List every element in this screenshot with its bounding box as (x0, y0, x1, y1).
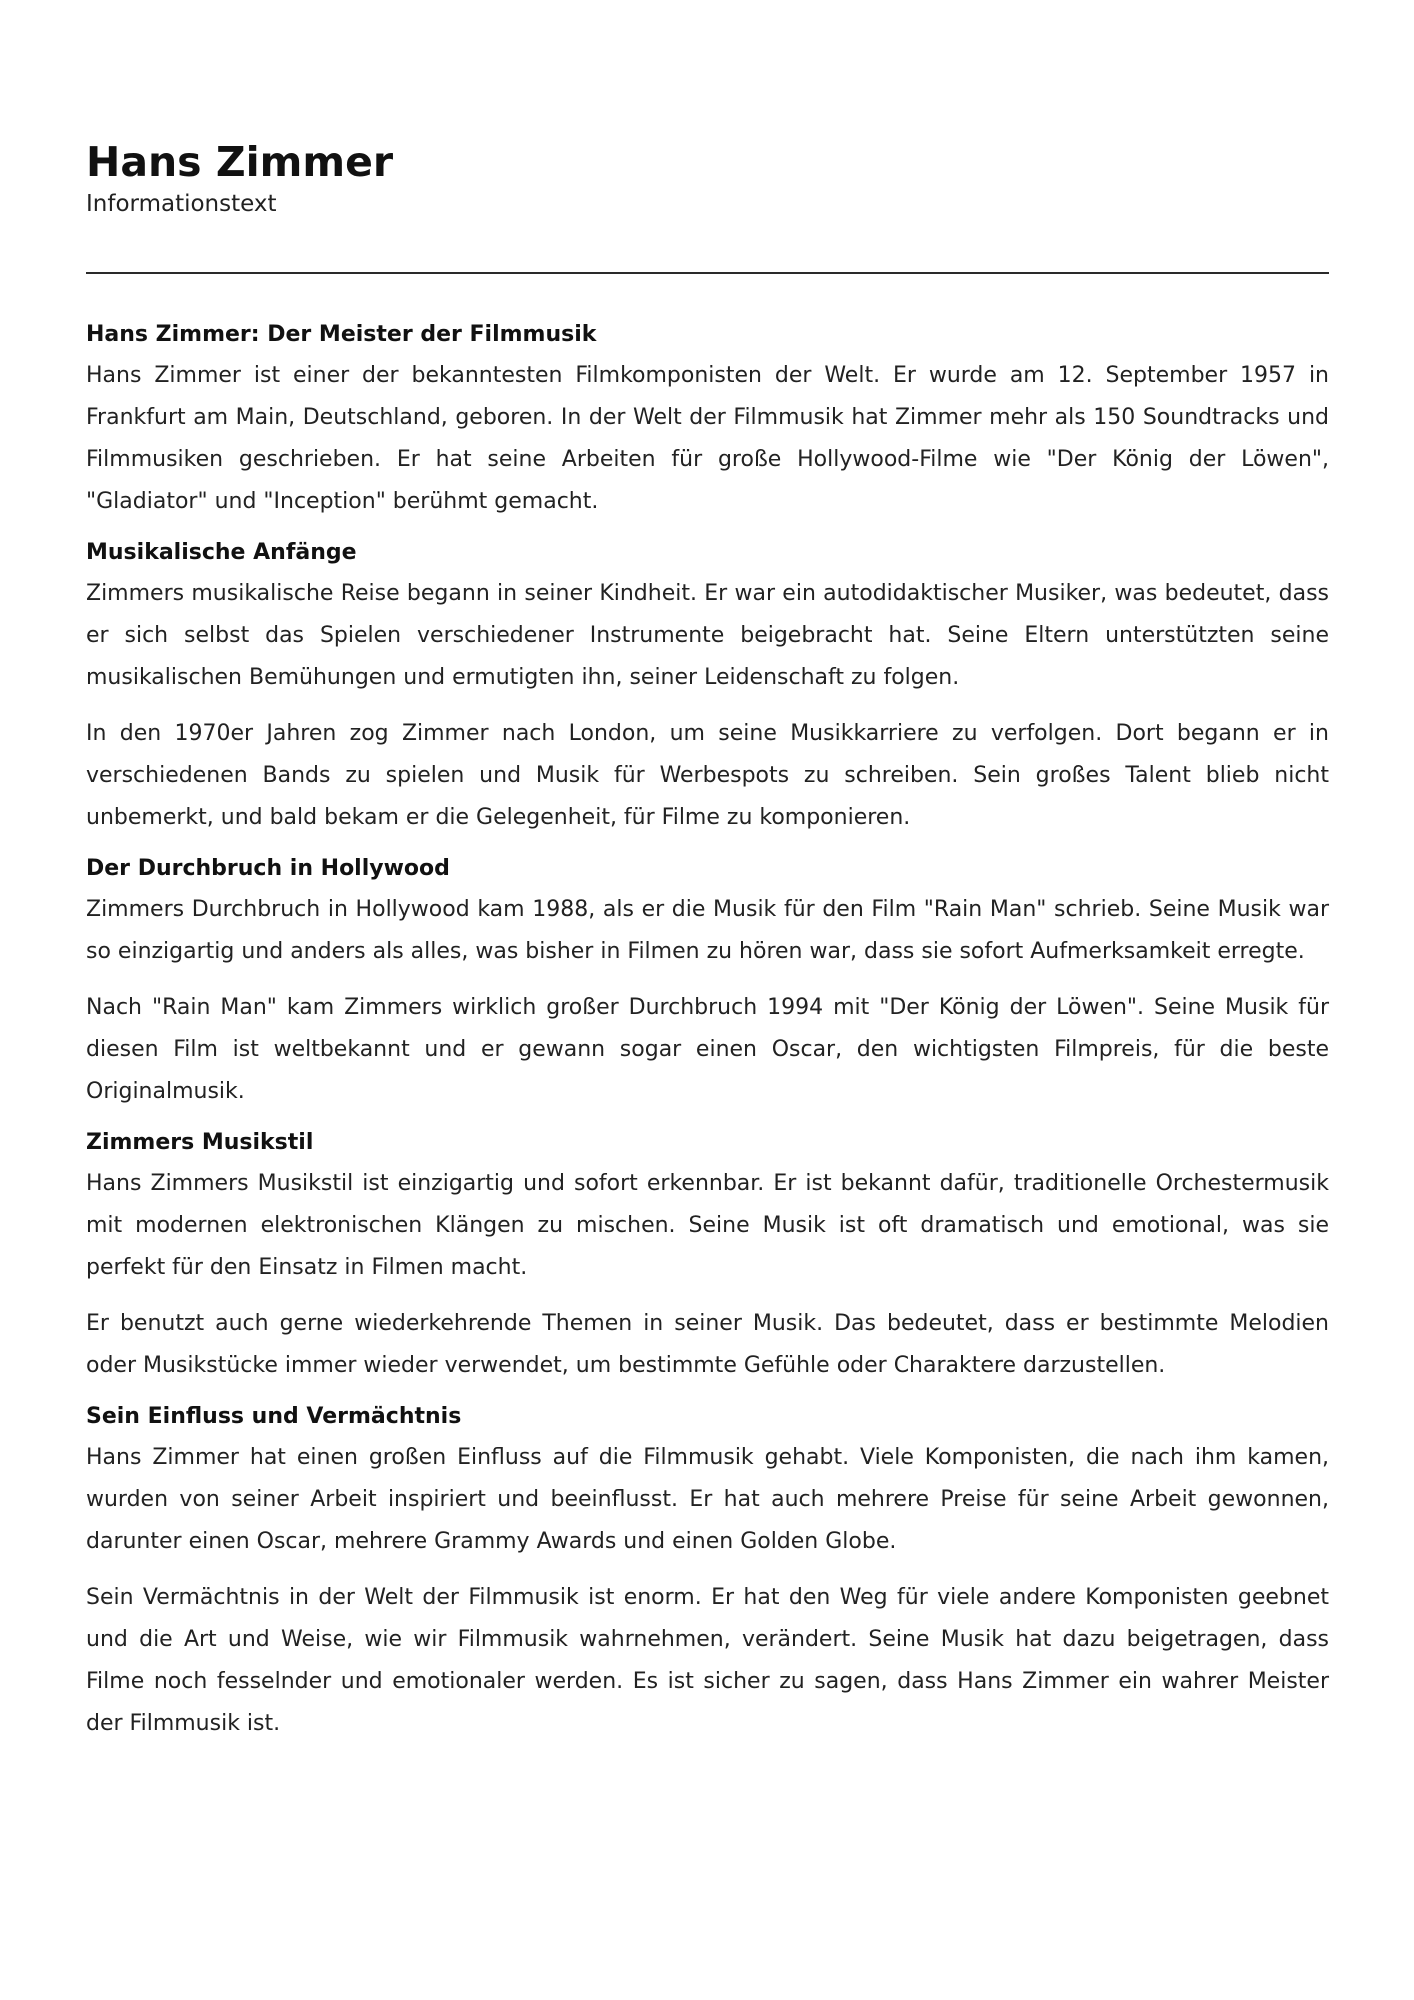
section-paragraph: Hans Zimmer hat einen großen Einfluss auf die Filmmusik gehabt. Viele Komponisten, die nach ihm kamen, wurden von seiner Arbeit inspiriert und beeinflusst. Er hat auch mehrere Preise für seine Arbeit gewonnen, darunter einen Oscar, mehrere Grammy Awards und einen Golden Globe. (86, 1445, 1329, 1554)
section-heading: Sein Einfluss und Vermächtnis (86, 1404, 462, 1429)
section-paragraph: Hans Zimmers Musikstil ist einzigartig und sofort erkennbar. Er ist bekannt dafür, traditionelle Orchestermusik mit modernen elektronischen Klängen zu mischen. Seine Musik ist oft dramatisch und emotional, was sie perfekt für den Einsatz in Filmen macht. (86, 1171, 1329, 1280)
section-paragraph: Nach "Rain Man" kam Zimmers wirklich großer Durchbruch 1994 mit "Der König der Löwen". Seine Musik für diesen Film ist weltbekannt und er gewann sogar einen Oscar, den wichtigsten Filmpreis, für die beste Originalmusik. (86, 995, 1329, 1104)
section-vermaechtnis (86, 1401, 1329, 1745)
section-paragraph: Hans Zimmer ist einer der bekanntesten Filmkomponisten der Welt. Er wurde am 12. September 1957 in Frankfurt am Main, Deutschland, geboren. In der Welt der Filmmusik hat Zimmer mehr als 150 Soundtracks und Filmmusiken geschrieben. Er hat seine Arbeiten für große Hollywood-Filme wie "Der König der Löwen", "Gladiator" und "Inception" berühmt gemacht. (86, 363, 1329, 514)
section-meister (86, 319, 1329, 523)
section-heading: Hans Zimmer: Der Meister der Filmmusik (86, 322, 597, 347)
section-heading: Der Durchbruch in Hollywood (86, 856, 450, 881)
section-heading: Zimmers Musikstil (86, 1130, 314, 1155)
document-body (86, 319, 1329, 1745)
section-paragraph: Zimmers Durchbruch in Hollywood kam 1988, als er die Musik für den Film "Rain Man" schrieb. Seine Musik war so einzigartig und anders als alles, was bisher in Filmen zu hören war, dass sie sofort Aufmerksamkeit erregte. (86, 897, 1329, 964)
section-heading: Musikalische Anfänge (86, 540, 357, 565)
document-title: Hans Zimmer (86, 138, 394, 186)
section-paragraph: Sein Vermächtnis in der Welt der Filmmusik ist enorm. Er hat den Weg für viele andere Komponisten geebnet und die Art und Weise, wie wir Filmmusik wahrnehmen, verändert. Seine Musik hat dazu beigetragen, dass Filme noch fesselnder und emotionaler werden. Es ist sicher zu sagen, dass Hans Zimmer ein wahrer Meister der Filmmusik ist. (86, 1585, 1329, 1736)
section-paragraph: Zimmers musikalische Reise begann in seiner Kindheit. Er war ein autodidaktischer Musiker, was bedeutet, dass er sich selbst das Spielen verschiedener Instrumente beigebracht hat. Seine Eltern unterstützten seine musikalischen Bemühungen und ermutigten ihn, seiner Leidenschaft zu folgen. (86, 581, 1329, 690)
section-anfaenge (86, 537, 1329, 839)
section-paragraph: Er benutzt auch gerne wiederkehrende Themen in seiner Musik. Das bedeutet, dass er bestimmte Melodien oder Musikstücke immer wieder verwendet, um bestimmte Gefühle oder Charaktere darzustellen. (86, 1311, 1329, 1378)
section-paragraph: In den 1970er Jahren zog Zimmer nach London, um seine Musikkarriere zu verfolgen. Dort begann er in verschiedenen Bands zu spielen und Musik für Werbespots zu schreiben. Sein großes Talent blieb nicht unbemerkt, und bald bekam er die Gelegenheit, für Filme zu komponieren. (86, 721, 1329, 830)
document-page (86, 136, 1329, 1759)
section-durchbruch (86, 853, 1329, 1113)
title-divider (86, 272, 1329, 274)
document-subtitle: Informationstext (86, 191, 277, 217)
section-musikstil (86, 1127, 1329, 1387)
